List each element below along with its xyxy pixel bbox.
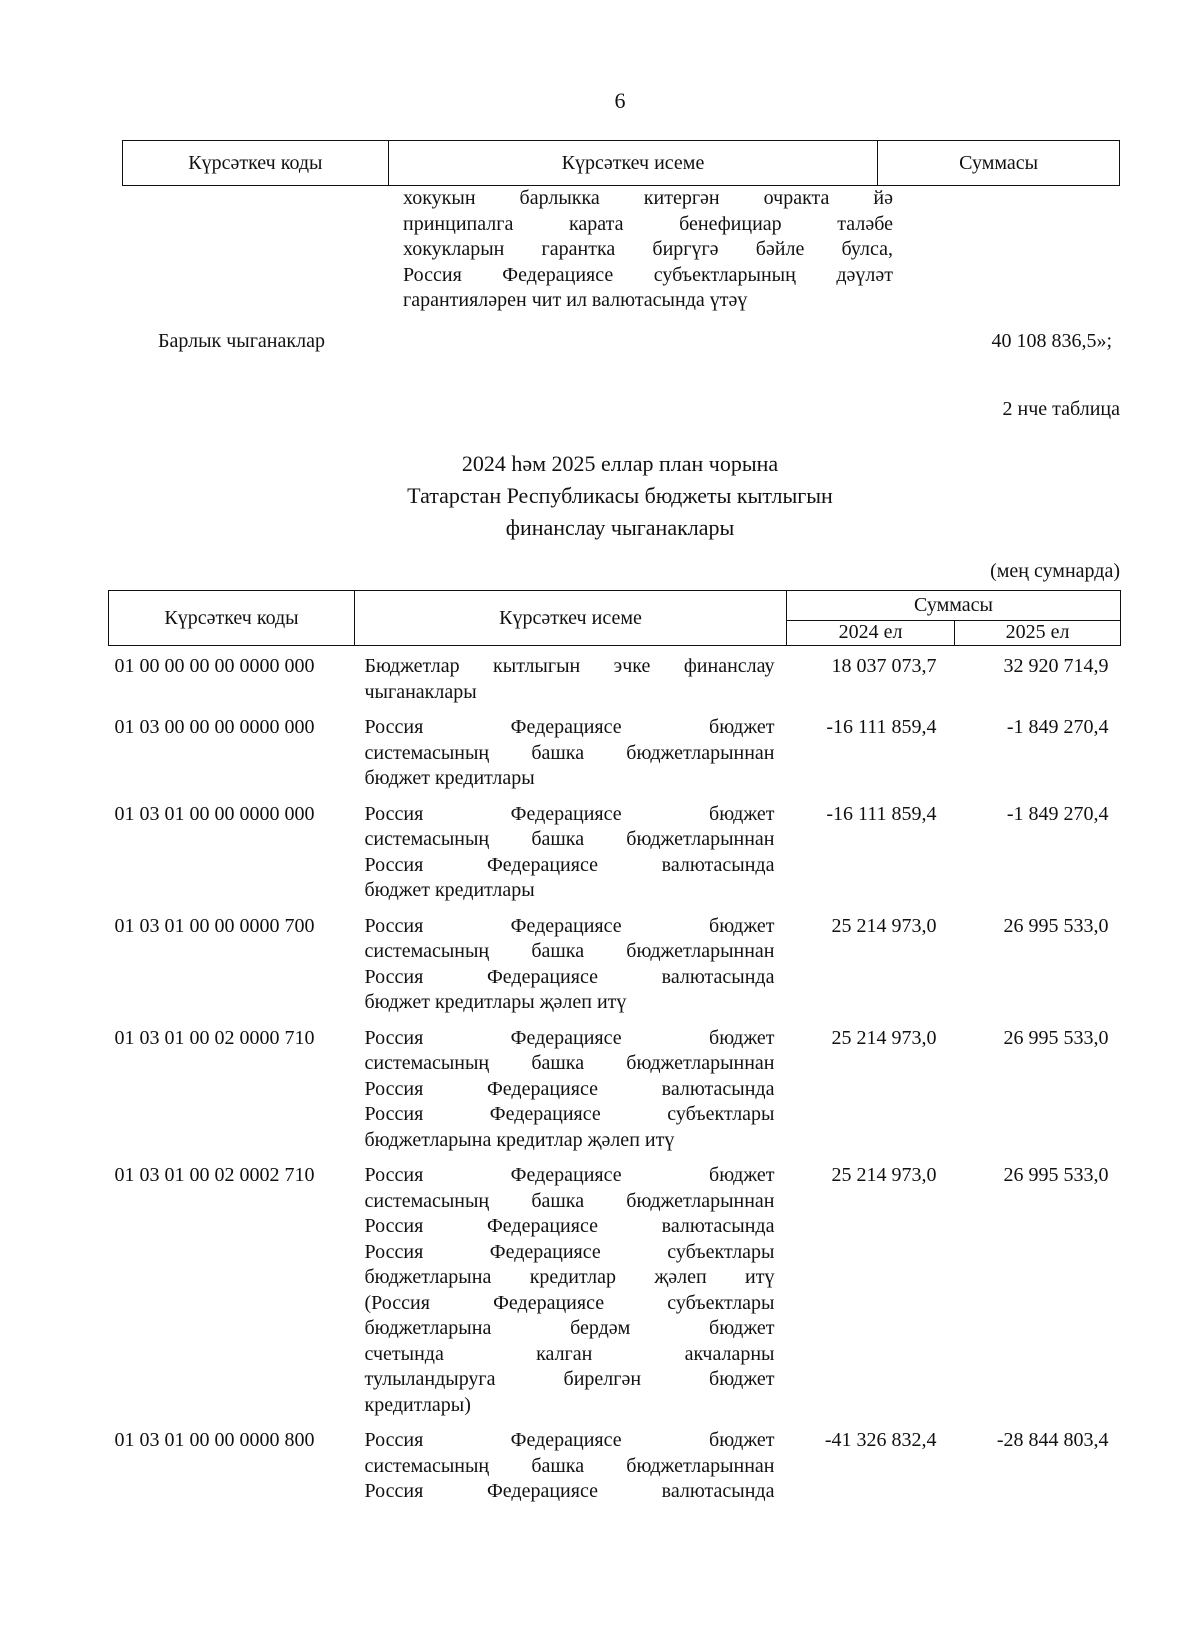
- row-name-line: системасының башка бюджетларыннан: [364, 828, 775, 850]
- row-name: [355, 1018, 787, 1156]
- table-row: [109, 906, 1121, 1018]
- row-name-line: бюджетларына кредитлар җәлеп итү: [364, 1266, 775, 1288]
- row-code: 01 03 01 00 00 0000 700: [114, 914, 315, 937]
- table-1-header-row: [123, 141, 1120, 186]
- row-code: 01 03 01 00 00 0000 800: [114, 1429, 315, 1451]
- row-name-line: Россия Федерациясе субъектлары: [364, 1103, 775, 1125]
- row-value-2025: -1 849 270,4: [1006, 802, 1109, 825]
- row-name-line: Россия Федерациясе бюджет: [364, 914, 775, 937]
- row-name-line: (Россия Федерациясе субъектлары: [364, 1291, 775, 1314]
- table-row: [109, 794, 1121, 906]
- total-label: Барлык чыганаклар: [158, 330, 325, 352]
- page-number: 6: [614, 88, 626, 113]
- row-name-line: Бюджетлар кытлыгын эчке финанслау: [364, 655, 775, 677]
- table-2-header-code: Күрсәткеч коды: [109, 591, 355, 646]
- row-code: 01 03 01 00 02 0002 710: [114, 1164, 315, 1186]
- units-note: (мең сумнарда): [990, 560, 1120, 582]
- row-name-line: бюджет кредитлары: [364, 767, 535, 789]
- continuation-line: принципалга карата бенефициар таләбе: [403, 212, 893, 235]
- row-value-2025: -1 849 270,4: [1006, 716, 1109, 738]
- table-2: [108, 590, 1121, 1507]
- row-name: [355, 646, 787, 708]
- table-2-header-2024: 2024 ел: [787, 620, 955, 645]
- row-value-2024: 25 214 973,0: [831, 914, 937, 937]
- row-name-line: бюджетларына бердәм бюджет: [364, 1317, 775, 1339]
- table-1-header-code: Күрсәткеч коды: [123, 141, 389, 186]
- title-line: финанслау чыганаклары: [505, 515, 735, 540]
- row-value-2024: -16 111 859,4: [826, 716, 937, 738]
- row-name-line: Россия Федерациясе валютасында: [364, 1215, 775, 1237]
- table-row: [109, 1420, 1121, 1507]
- row-name-line: бюджет кредитлары: [364, 879, 535, 901]
- table-2-header-2025: 2025 ел: [955, 620, 1121, 645]
- row-name-line: системасының башка бюджетларыннан: [364, 1189, 775, 1212]
- row-name-line: Россия Федерациясе бюджет: [364, 1429, 775, 1451]
- row-value-2024: -16 111 859,4: [826, 802, 937, 825]
- table-row: [109, 707, 1121, 794]
- row-name: [355, 707, 787, 794]
- table-row: [109, 646, 1121, 708]
- row-name-line: Россия Федерациясе бюджет: [364, 1164, 775, 1186]
- continuation-line: Россия Федерациясе субъектларының дәүләт: [403, 263, 893, 286]
- row-name-line: Россия Федерациясе валютасында: [364, 1480, 775, 1502]
- row-name-line: кредитлары): [364, 1393, 471, 1416]
- row-name: [355, 906, 787, 1018]
- row-name-line: Россия Федерациясе бюджет: [364, 802, 775, 825]
- row-name-line: бюджет кредитлары җәлеп итү: [364, 991, 627, 1013]
- table-2-header-sum: Суммасы: [787, 591, 1121, 621]
- row-name-line: бюджетларына кредитлар җәлеп итү: [364, 1128, 675, 1151]
- row-name-line: Россия Федерациясе валютасында: [364, 1077, 775, 1100]
- continuation-line: хокукын барлыкка китергән очракта йә: [403, 187, 893, 209]
- total-value: 40 108 836,5»;: [991, 330, 1112, 352]
- row-name: [355, 1155, 787, 1420]
- row-code: 01 03 00 00 00 0000 000: [114, 716, 315, 738]
- row-value-2024: 25 214 973,0: [831, 1026, 937, 1049]
- table-2-label: 2 нче таблица: [1002, 398, 1120, 420]
- row-name: [355, 1420, 787, 1507]
- row-value-2025: 26 995 533,0: [1003, 1164, 1109, 1186]
- row-name-line: Россия Федерациясе валютасында: [364, 965, 775, 988]
- table-row: [109, 1018, 1121, 1156]
- table-1-header: [122, 140, 1120, 186]
- title-line: Татарстан Республикасы бюджеты кытлыгын: [407, 483, 833, 508]
- row-name-line: системасының башка бюджетларыннан: [364, 741, 775, 764]
- row-value-2025: -28 844 803,4: [996, 1429, 1109, 1451]
- row-name-line: системасының башка бюджетларыннан: [364, 1454, 775, 1477]
- row-value-2024: 25 214 973,0: [831, 1164, 937, 1186]
- title-line: 2024 һәм 2025 еллар план чорына: [461, 451, 779, 476]
- row-value-2024: -41 326 832,4: [824, 1429, 937, 1451]
- row-name-line: чыганаклары: [364, 680, 477, 703]
- row-value-2025: 26 995 533,0: [1003, 914, 1109, 937]
- table-row: [109, 1155, 1121, 1420]
- row-name-line: Россия Федерациясе субъектлары: [364, 1240, 775, 1263]
- table-1-header-name: Күрсәткеч исеме: [388, 141, 877, 186]
- row-value-2025: 32 920 714,9: [1003, 655, 1109, 677]
- continuation-line: гарантияләрен чит ил валютасында үтәү: [403, 289, 748, 311]
- row-code: 01 03 01 00 00 0000 000: [114, 802, 315, 825]
- row-code: 01 03 01 00 02 0000 710: [114, 1026, 315, 1049]
- row-name-line: тулыландыруга бирелгән бюджет: [364, 1368, 775, 1390]
- row-value-2024: 18 037 073,7: [831, 655, 937, 677]
- row-value-2025: 26 995 533,0: [1003, 1026, 1109, 1049]
- row-name-line: системасының башка бюджетларыннан: [364, 940, 775, 962]
- table-2-header-row: [109, 591, 1121, 621]
- row-name: [355, 794, 787, 906]
- section-title: [0, 448, 1200, 544]
- table-1-continuation-text: [403, 186, 893, 314]
- continuation-line: хокукларын гарантка биргүгә бәйле булса,: [403, 238, 893, 260]
- table-1-header-sum: Суммасы: [878, 141, 1120, 186]
- row-name-line: Россия Федерациясе валютасында: [364, 853, 775, 876]
- row-name-line: счетында калган акчаларны: [364, 1342, 775, 1365]
- row-name-line: системасының башка бюджетларыннан: [364, 1052, 775, 1074]
- row-code: 01 00 00 00 00 0000 000: [114, 655, 315, 677]
- row-name-line: Россия Федерациясе бюджет: [364, 1026, 775, 1049]
- table-2-header-name: Күрсәткеч исеме: [355, 591, 787, 646]
- row-name-line: Россия Федерациясе бюджет: [364, 716, 775, 738]
